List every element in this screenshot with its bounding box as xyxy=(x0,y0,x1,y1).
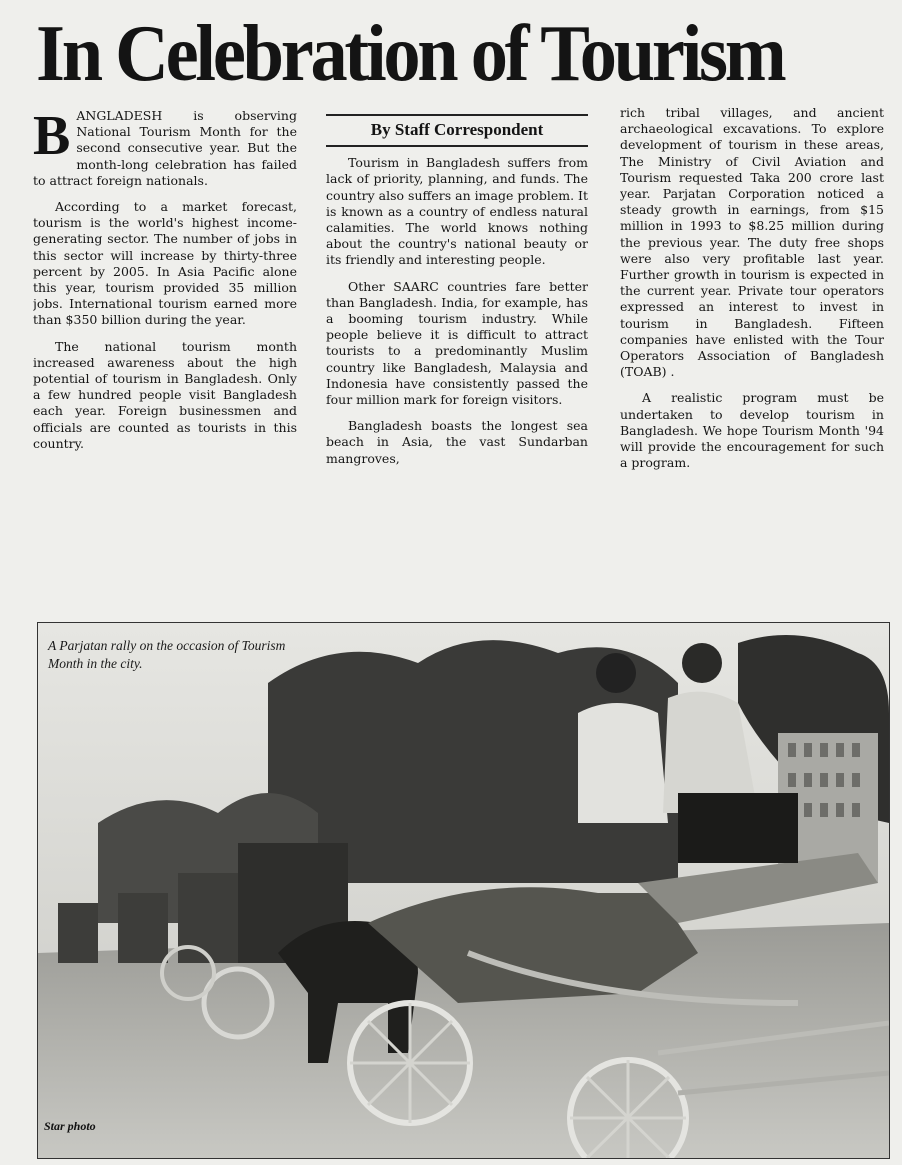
article-column-2 xyxy=(326,108,588,623)
headline: In Celebration of Tourism xyxy=(36,10,784,98)
photo-credit: Star photo xyxy=(44,1119,96,1133)
paragraph: Bangladesh boasts the longest sea beach in Asia, the vast Sundarban mangroves, xyxy=(326,418,588,466)
paragraph: Tourism in Bangladesh suffers from lack of priority, planning, and funds. The country also suffers an image problem. It is known as a country of endless natural calamities. The world knows nothing about the country's national beauty or its friendly and interesting people. xyxy=(326,155,588,268)
article-column-3 xyxy=(620,105,884,620)
paragraph: Other SAARC countries fare better than Bangladesh. India, for example, has a booming tourism industry. While people believe it is difficult to attract tourists to a predominantly Muslim country like Bangladesh, Malaysia and Indonesia have consistently passed the four million mark for foreign visitors. xyxy=(326,278,588,408)
article-column-1 xyxy=(33,108,297,623)
photo-caption: A Parjatan rally on the occasion of Tourism Month in the city. xyxy=(48,638,286,671)
paragraph: The national tourism month increased awareness about the high potential of tourism in Bangladesh. Only a few hundred people visit Bangladesh each year. Foreign businessmen and officials are counted as tourists in this country. xyxy=(33,338,297,451)
photo-illustration xyxy=(38,623,889,1158)
drop-cap: B xyxy=(33,108,71,167)
paragraph: rich tribal villages, and ancient archaeological excavations. To explore development of tourism in these areas, The Ministry of Civil Aviation and Tourism requested Taka 200 crore last year. Parjatan Corporation noticed a steady growth in earnings, from $15 million in 1993 to $8.25 million during the previous year. The duty free shops were also very profitable last year. Further growth in tourism is expected in the current year. Private tour operators expressed an interest to invest in tourism in Bangladesh. Fifteen companies have enlisted with the Tour Operators Association of Bangladesh (TOAB) . xyxy=(620,105,884,380)
byline: By Staff Correspondent xyxy=(326,114,588,147)
paragraph: BANGLADESH is observing National Tourism Month for the second consecutive year. But the month-long celebration has failed to attract foreign nationals. xyxy=(33,108,297,188)
news-photo xyxy=(37,622,890,1159)
paragraph: A realistic program must be undertaken to develop tourism in Bangladesh. We hope Tourism Month '94 will provide the encouragement for such a program. xyxy=(620,390,884,471)
paragraph: According to a market forecast, tourism is the world's highest income-generating sector. The number of jobs in this sector will increase by thirty-three percent by 2005. In Asia Pacific alone this year, tourism provided 35 million jobs. International tourism earned more than $350 billion during the year. xyxy=(33,199,297,328)
